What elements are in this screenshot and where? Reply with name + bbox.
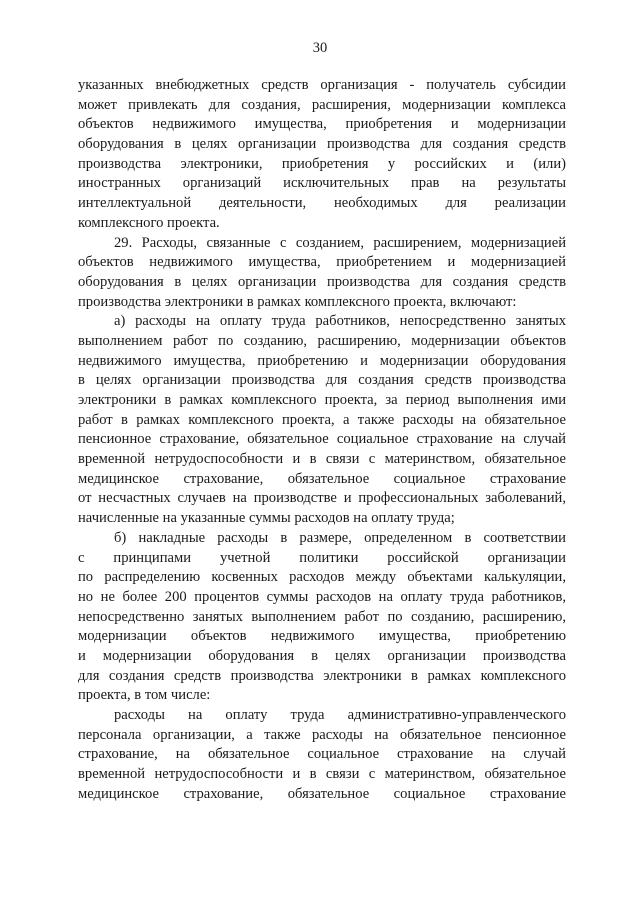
text-line: комплексного проекта. — [78, 214, 220, 231]
text-line: проекта, в том числе: — [78, 687, 211, 704]
text-line: б) накладные расходы в размере, определенном в соответствии — [114, 529, 566, 546]
text-line: выполнением работ по созданию, расширению, модернизации объектов — [78, 332, 566, 349]
text-line: медицинское страхование, обязательное социальное страхование — [78, 785, 566, 802]
text-line: а) расходы на оплату труда работников, непосредственно занятых — [114, 313, 566, 330]
text-line: объектов недвижимого имущества, приобретения и модернизации — [78, 116, 566, 133]
text-line: страхование, на обязательное социальное страхование на случай — [78, 746, 566, 763]
text-line: но не более 200 процентов суммы расходов на оплату труда работников, — [78, 588, 566, 605]
text-line: и модернизации оборудования в целях организации производства — [78, 647, 566, 664]
body-text — [78, 76, 566, 804]
text-line: производства электроники в рамках комплексного проекта, включают: — [78, 293, 517, 310]
text-line: электроники в рамках комплексного проекта, за период выполнения ими — [78, 392, 566, 408]
text-line: временной нетрудоспособности и в связи с материнством, обязательное — [78, 766, 566, 783]
text-line: указанных внебюджетных средств организация - получатель субсидии — [78, 77, 566, 93]
page-number: 30 — [312, 40, 328, 56]
text-line: модернизации объектов недвижимого имущества, приобретению — [78, 628, 566, 645]
text-line: по распределению косвенных расходов между объектами калькуляции, — [78, 569, 566, 586]
text-line: начисленные на указанные суммы расходов на оплату труда; — [78, 510, 455, 527]
text-line: работ в рамках комплексного проекта, а также расходы на обязательное — [78, 411, 566, 428]
text-line: иностранных организаций исключительных прав на результаты — [78, 175, 566, 192]
text-line: для создания средств производства электроники в рамках комплексного — [78, 667, 566, 684]
text-line: медицинское страхование, обязательное социальное страхование — [78, 470, 566, 487]
text-line: расходы на оплату труда административно-управленческого — [114, 707, 566, 723]
text-line: производства электроники, приобретения у российских и (или) — [78, 155, 566, 172]
text-line: интеллектуальной деятельности, необходимых для реализации — [78, 195, 566, 212]
text-line: объектов недвижимого имущества, приобретением и модернизацией — [78, 254, 566, 271]
text-line: может привлекать для создания, расширения, модернизации комплекса — [78, 96, 566, 113]
text-line: оборудования в целях организации производства для создания средств — [78, 136, 566, 153]
text-line: персонала организации, а также расходы на обязательное пенсионное — [78, 726, 566, 743]
text-line: непосредственно занятых выполнением работ по созданию, расширению, — [78, 608, 566, 625]
text-line: с принципами учетной политики российской организации — [78, 549, 566, 566]
text-line: от несчастных случаев на производстве и профессиональных заболеваний, — [78, 490, 566, 507]
text-line: в целях организации производства для создания средств производства — [78, 372, 566, 389]
text-line: временной нетрудоспособности и в связи с материнством, обязательное — [78, 451, 566, 468]
text-line: пенсионное страхование, обязательное социальное страхование на случай — [78, 431, 566, 448]
text-line: оборудования в целях организации производства для создания средств — [78, 273, 566, 290]
text-line: недвижимого имущества, приобретению и модернизации оборудования — [78, 352, 566, 369]
text-line: 29. Расходы, связанные с созданием, расширением, модернизацией — [114, 234, 566, 251]
